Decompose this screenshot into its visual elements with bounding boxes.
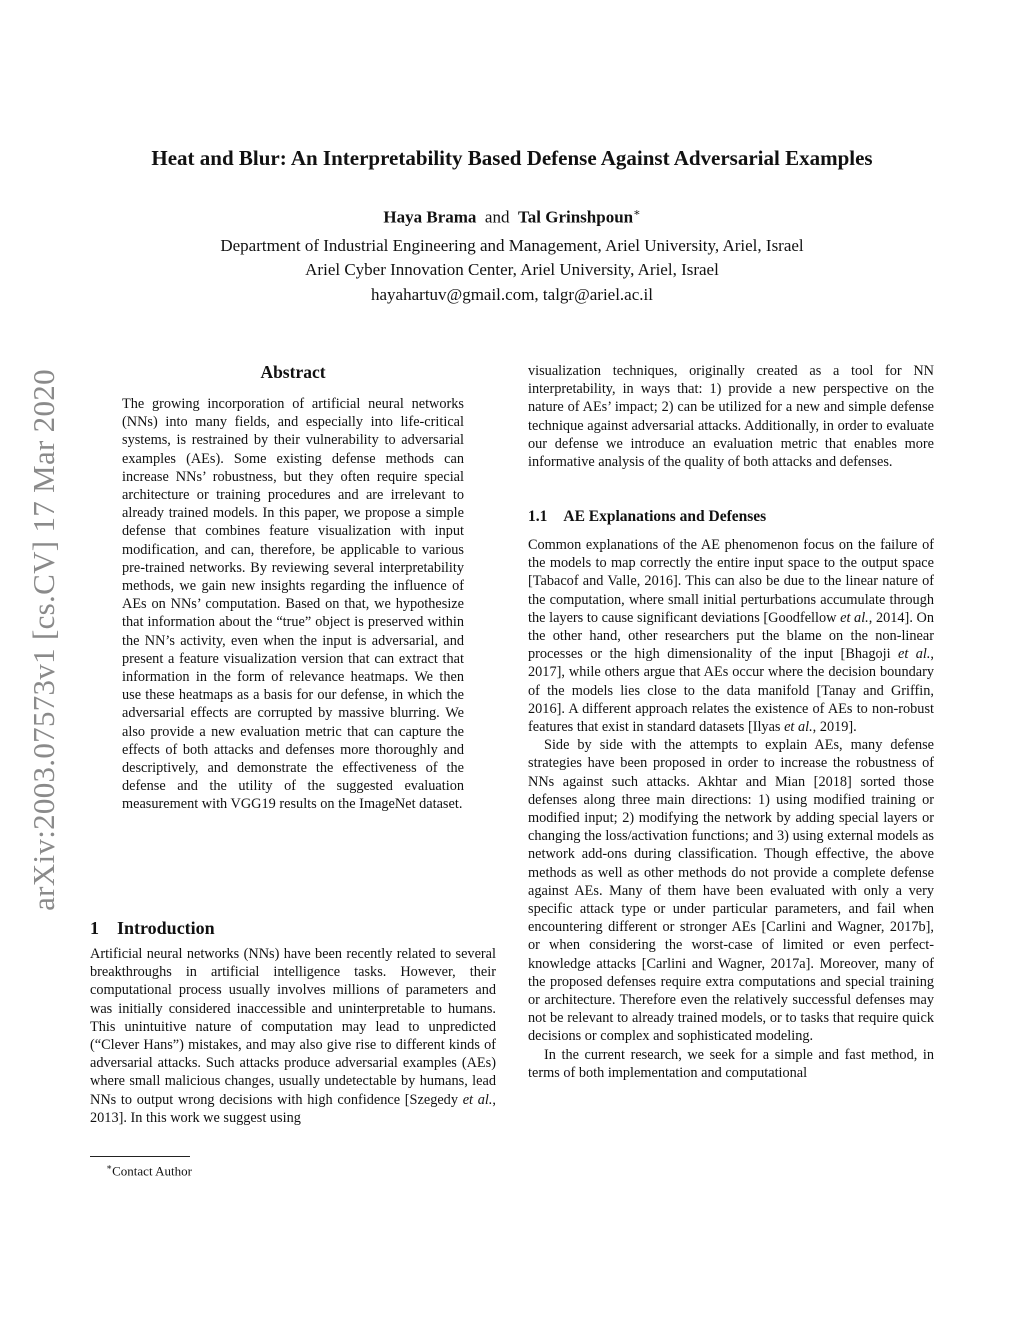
author-name-1: Haya Brama <box>383 207 477 227</box>
citation-etal: et al. <box>462 1091 493 1108</box>
paragraph-text: , 2014]. On the other hand, other researchers put the blame on the non-linear processes or the high dimensionality of the input [Bhagoji <box>528 609 934 663</box>
footnote-divider <box>90 1156 190 1157</box>
paragraph-text: , 2019]. <box>812 719 857 736</box>
author-line <box>0 206 1024 228</box>
subsection-title: AE Explanations and Defenses <box>563 508 767 525</box>
paper-title: Heat and Blur: An Interpretability Based Defense Against Adversarial Examples <box>151 146 873 170</box>
footnote-text: Contact Author <box>112 1163 192 1179</box>
affiliation-department: Department of Industrial Engineering and Management, Ariel University, Ariel, Israel <box>220 236 804 255</box>
intro-text-end: , 2013]. In this work we suggest using <box>90 1091 496 1126</box>
introduction-continuation: visualization techniques, originally created as a tool for NN interpretability, in ways that: 1) provide a new perspective on the nature of AEs’ impact; 2) can be utilized for a new and simple defense technique against adversarial attacks. Additionally, in order to evaluate our defense we introduce an evaluation metric that enables more informative analysis of the quality of both attacks and defenses. <box>528 363 934 471</box>
author-emails: hayahartuv@gmail.com, talgr@ariel.ac.il <box>371 285 653 304</box>
introduction-paragraph <box>90 945 496 1127</box>
section-heading-introduction <box>90 918 215 939</box>
author-footnote-mark: ∗ <box>633 207 641 219</box>
subsection-number: 1.1 <box>528 508 548 525</box>
subsection-heading <box>528 508 766 526</box>
intro-text: Artificial neural networks (NNs) have been recently related to several breakthroughs in artificial intelligence tasks. However, their computational process usually involves millions of parameters and was initially considered inaccessible and uninterpretable to humans. This unintuitive nature of computation may lead to unpredicted (“Clever Hans”) mistakes, and may also give rise to different kinds of adversarial attacks. Such attacks produce adversarial examples (AEs) where small malicious changes, usually undetectable by humans, lead NNs to output wrong decisions with high confidence [Szegedy <box>90 946 496 1108</box>
subsection-body <box>528 536 934 1082</box>
author-name-2: Tal Grinshpoun <box>517 207 634 227</box>
citation-etal: et al. <box>784 719 813 736</box>
footnote <box>106 1162 192 1179</box>
paragraph-defenses: Side by side with the attempts to explain AEs, many defense strategies have been proposed in order to increase the robustness of NNs against such attacks. Akhtar and Mian [2018] sorted those defenses along three main directions: 1) using modified training or modified input; 2) modifying the network by adding special layers or changing the loss/activation functions; and 3) using external models as network add-ons during classification. Though effective, the above methods as well as other methods do not provide a complete defense against AEs. Many of them have been evaluated with only a very specific attack type or under particular parameters, and fail when encountering different or stronger AEs [Carlini and Wagner, 2017b], or when considering the worst-case of limited or even perfect-knowledge attacks [Carlini and Wagner, 2017a]. Moreover, many of the proposed defenses require extra computations and special training or architecture. Therefore even the relatively successful defenses may not be relevant to already trained models, or to tasks that require quick decisions or complex and sophisticated modeling. <box>528 737 934 1045</box>
paragraph-text: , 2017], while others argue that AEs occur where the decision boundary of the models lies close to the data manifold [Tanay and Griffin, 2016]. A different approach relates the existence of AEs to non-robust features that exist in standard datasets [Ilyas <box>528 646 934 736</box>
paragraph-ae-explanations <box>528 536 934 736</box>
paragraph-text: Common explanations of the AE phenomenon focus on the failure of the models to map correctly the entire input space to the output space [Tabacof and Valle, 2016]. This can also be due to the linear nature of the computation, where small initial perturbations accumulate through the layers to cause significant deviations [Goodfellow <box>528 537 934 626</box>
citation-etal: et al. <box>840 609 869 626</box>
section-title: Introduction <box>117 918 215 938</box>
paragraph-current-research: In the current research, we seek for a simple and fast method, in terms of both implementation and computational <box>528 1046 934 1081</box>
affiliation-center: Ariel Cyber Innovation Center, Ariel University, Ariel, Israel <box>305 260 719 279</box>
section-number: 1 <box>90 918 99 938</box>
arxiv-identifier: arXiv:2003.07573v1 [cs.CV] 17 Mar 2020 <box>26 369 61 911</box>
footnote-mark: ∗ <box>106 1162 113 1172</box>
citation-etal: et al. <box>898 646 931 663</box>
abstract-heading: Abstract <box>260 362 326 382</box>
abstract-text: The growing incorporation of artificial neural networks (NNs) into many fields, and especially into life-critical systems, is restrained by their vulnerability to adversarial examples (AEs). Some existing defense methods can increase NNs’ robustness, but they often require special architecture or training procedures and are irrelevant to already trained models. In this paper, we propose a simple defense that combines feature visualization with input modification, and can, therefore, be applicable to various pre-trained networks. By reviewing several interpretability methods, we gain new insights regarding the influence of AEs on NNs’ computation. Based on that, we hypothesize that information about the “true” object is preserved within the NN’s activity, even when the input is adversarial, and present a feature visualization version that can extract that information in the form of relevance heatmaps. We then use these heatmaps as a basis for our defense, in which the adversarial effects are corrupted by massive blurring. We also provide a new evaluation metric that can capture the effects of both attacks and defenses more thoroughly and descriptively, and demonstrate the effectiveness of the defense and the utility of the suggested evaluation measurement with VGG19 results on the ImageNet dataset. <box>122 396 464 813</box>
author-conjunction: and <box>484 207 510 227</box>
